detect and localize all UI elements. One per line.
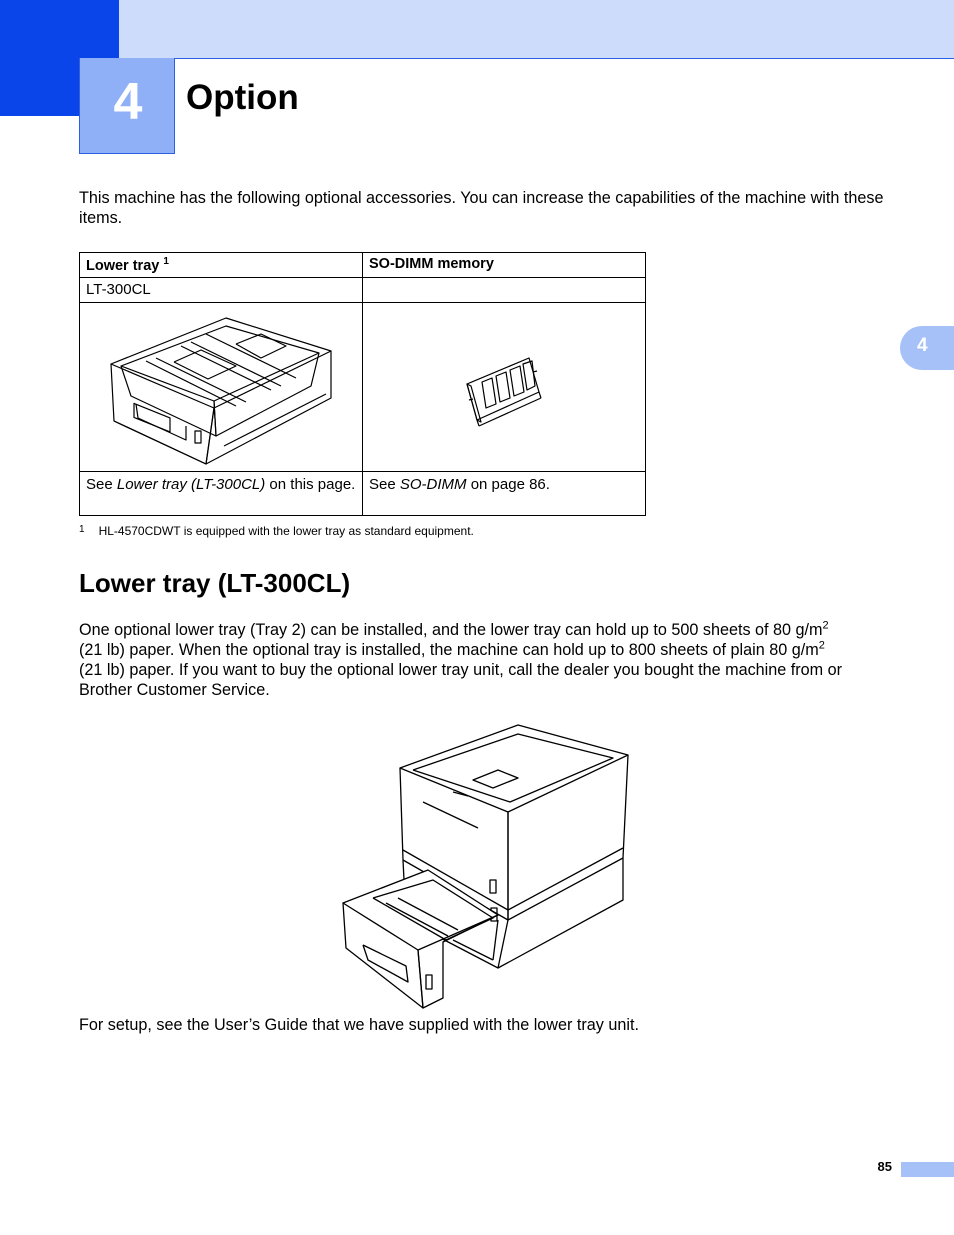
paragraph-line: (21 lb) paper. When the optional tray is installed, the machine can hold up to 800 sheets of plain 80 $g/m^2$ xyxy=(79,639,825,659)
options-table xyxy=(79,252,646,516)
see-prefix: See xyxy=(86,475,117,493)
paragraph-line: (21 lb) paper. If you want to buy the optional lower tray unit, call the dealer you bought the machine from or xyxy=(79,661,843,679)
table-row-model xyxy=(80,277,646,302)
see-suffix: on page 86. xyxy=(466,475,550,493)
page-number-bar xyxy=(901,1162,954,1177)
printer-with-lower-tray-illustration xyxy=(338,720,634,1012)
cell-see-so-dimm xyxy=(363,471,646,515)
see-suffix: on this page. xyxy=(265,475,356,493)
header-lower-tray: Lower tray xyxy=(86,257,160,274)
header-so-dimm: SO-DIMM memory xyxy=(369,256,494,272)
chapter-number: 4 xyxy=(113,73,143,131)
chapter-side-tab[interactable] xyxy=(900,326,954,370)
header-band xyxy=(0,0,954,59)
chapter-title: Option xyxy=(186,78,299,117)
cell-see-lower-tray xyxy=(80,471,363,515)
link-so-dimm-section[interactable]: SO-DIMM xyxy=(399,475,467,493)
footnote-text: HL-4570CDWT is equipped with the lower tray as standard equipment. xyxy=(98,524,474,538)
cell-model-lower-tray: LT-300CL xyxy=(80,277,363,302)
section-title: Lower tray (LT-300CL) xyxy=(79,568,351,598)
table-header-row xyxy=(80,253,646,278)
footnote-ref[interactable]: 1 xyxy=(163,256,169,267)
cell-image-so-dimm xyxy=(363,302,646,471)
section-paragraph xyxy=(79,620,899,700)
footnote-mark: 1 xyxy=(79,524,85,535)
table-row-images xyxy=(80,302,646,471)
header-cell-lower-tray xyxy=(80,253,363,278)
paragraph-line: Brother Customer Service. xyxy=(79,681,270,699)
page-number: 85 xyxy=(877,1159,892,1174)
lower-tray-illustration xyxy=(86,306,356,468)
side-tab-number: 4 xyxy=(917,335,928,356)
link-lower-tray-section[interactable]: Lower tray (LT-300CL) xyxy=(116,475,266,493)
intro-paragraph: This machine has the following optional accessories. You can increase the capabilities of the machine with these items. xyxy=(79,189,884,227)
chapter-number-box xyxy=(79,58,175,154)
cell-image-lower-tray xyxy=(80,302,363,471)
paragraph-line: One optional lower tray (Tray 2) can be installed, and the lower tray can hold up to 500 sheets of 80 $g/m^2$ xyxy=(79,619,829,639)
header-cell-so-dimm xyxy=(363,253,646,278)
so-dimm-illustration xyxy=(369,306,639,468)
setup-note: For setup, see the User’s Guide that we have supplied with the lower tray unit. xyxy=(79,1016,639,1034)
footnote xyxy=(79,524,474,538)
table-row-references xyxy=(80,471,646,515)
cell-model-so-dimm xyxy=(363,277,646,302)
see-prefix: See xyxy=(369,475,400,493)
